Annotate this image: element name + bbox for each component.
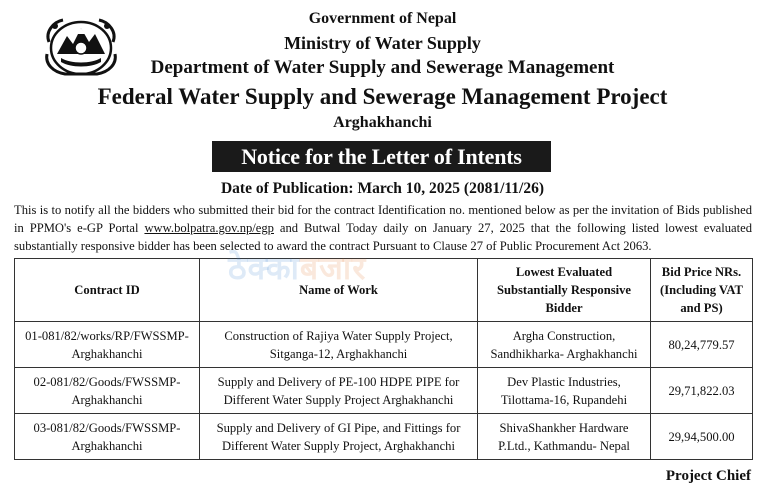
bid-results-table: [14, 258, 753, 460]
project-heading: Federal Water Supply and Sewerage Management Project: [97, 84, 668, 109]
watermark-part2: बजार: [299, 249, 367, 287]
ministry-heading: Ministry of Water Supply: [284, 33, 481, 53]
notice-body-part1: This is to notify all the bidders who submitted their bid for the contract Identification no. mentioned below as per the invitation of Bids published in PPMO's e-GP Portal: [14, 203, 752, 235]
work-name-cell: Supply and Delivery of GI Pipe, and Fittings for Different Water Supply Project, Arghakhanchi: [200, 414, 478, 460]
contract-id-cell: 01-081/82/works/RP/FWSSMP-Arghakhanchi: [15, 322, 200, 368]
watermark-part1: ठेक्का: [228, 249, 300, 287]
department-heading: Department of Water Supply and Sewerage Management: [150, 57, 615, 78]
contract-id-cell: 02-081/82/Goods/FWSSMP-Arghakhanchi: [15, 368, 200, 414]
bid-price-cell: 29,71,822.03: [651, 368, 753, 414]
work-name-cell: Construction of Rajiya Water Supply Project, Sitganga-12, Arghakhanchi: [200, 322, 478, 368]
table-header-row: [15, 259, 753, 322]
work-name-cell: Supply and Delivery of PE-100 HDPE PIPE for Different Water Supply Project Arghakhanchi: [200, 368, 478, 414]
signature-project-chief: Project Chief: [665, 468, 751, 484]
bidder-cell: Dev Plastic Industries, Tilottama-16, Rupandehi: [478, 368, 651, 414]
bid-price-cell: 29,94,500.00: [651, 414, 753, 460]
table-row: [15, 414, 753, 460]
contract-id-cell: 03-081/82/Goods/FWSSMP-Arghakhanchi: [15, 414, 200, 460]
notice-title-banner: Notice for the Letter of Intents: [212, 141, 551, 172]
header-name-of-work: Name of Work: [200, 259, 478, 322]
header-bidder: Lowest Evaluated Substantially Responsive Bidder: [478, 259, 651, 322]
publication-date: Date of Publication: March 10, 2025 (2081/11/26): [220, 180, 545, 197]
header-contract-id: Contract ID: [15, 259, 200, 322]
table-row: [15, 322, 753, 368]
bidder-cell: Argha Construction, Sandhikharka- Arghakhanchi: [478, 322, 651, 368]
notice-body: [14, 201, 752, 255]
bid-price-cell: 80,24,779.57: [651, 322, 753, 368]
header-bid-price: Bid Price NRs. (Including VAT and PS): [651, 259, 753, 322]
bidder-cell: ShivaShankher Hardware P.Ltd., Kathmandu- Nepal: [478, 414, 651, 460]
government-heading: Government of Nepal: [308, 10, 457, 27]
egp-portal-link[interactable]: www.bolpatra.gov.np/egp: [144, 221, 274, 235]
location-heading: Arghakhanchi: [333, 114, 432, 131]
notice-body-part2: and Butwal Today daily on January 27, 2025 that the following listed lowest evaluated substantially responsive bidder has been selected to award the contract Pursuant to Clause 27 of Public Procurement Act 2063.: [14, 221, 753, 253]
table-row: [15, 368, 753, 414]
